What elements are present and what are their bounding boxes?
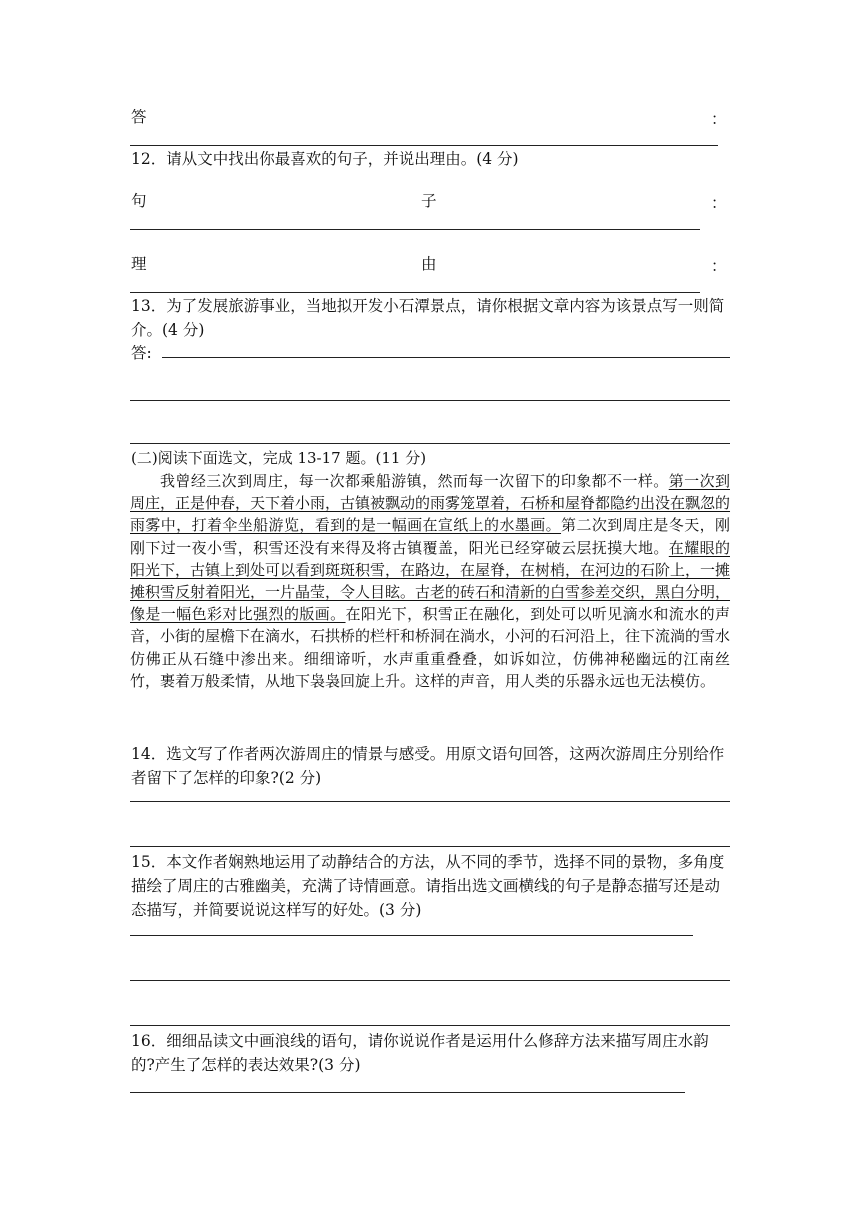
sentence-answer-line[interactable] (130, 229, 700, 230)
underlined-sentence-2: 在耀眼的阳光下，古镇上到处可以看到斑斑积雪，在路边，在屋脊，在树梢，在河边的石阶上，一摊摊积雪反射着阳光，一片晶莹，令人目眩。古老的砖石和清新的白雪参差交织，黑白分明，像是一幅色彩对比强烈的版画。 (130, 538, 731, 624)
q15-answer-line-2[interactable] (130, 980, 730, 981)
sentence-colon: ： (711, 194, 727, 212)
q13-answer-label: 答: (131, 344, 152, 362)
section-heading: (二)阅读下面选文，完成 13-17 题。(11 分) (131, 449, 427, 467)
q13-answer-line-1[interactable] (162, 357, 730, 358)
sentence-label-2: 子 (421, 192, 437, 210)
reason-label-2: 由 (421, 255, 437, 273)
reading-passage (130, 470, 730, 692)
reason-answer-line[interactable] (130, 292, 700, 293)
passage-ending: 这样的声音，用人类的乐器永远也无法模仿。 (415, 671, 716, 690)
answer-line[interactable] (130, 145, 718, 146)
passage-winter: 第二次到周庄是冬天，刚刚下过一夜小雪，积雪还没有来得及将古镇覆盖，阳光已经穿破云层抚摸大地。 (130, 516, 730, 557)
q14-answer-line-2[interactable] (130, 846, 730, 847)
question-16: 16．细细品读文中画浪线的语句，请你说说作者是运用什么修辞方法来描写周庄水韵的?产生了怎样的表达效果?(3 分) (131, 1032, 709, 1074)
question-13: 13．为了发展旅游事业，当地拟开发小石潭景点，请你根据文章内容为该景点写一则简介。(4 分) (131, 297, 725, 339)
reason-colon: ： (711, 257, 727, 275)
answer-colon: ： (711, 110, 727, 128)
question-14: 14．选文写了作者两次游周庄的情景与感受。用原文语句回答，这两次游周庄分别给作者留下了怎样的印象?(2 分) (131, 745, 725, 787)
wavy-sentence: 细细谛听，水声重重叠叠，如诉如泣，仿佛神秘幽远的江南丝竹，裹着万般柔情，从地下袅袅回旋上升。 (130, 649, 730, 690)
answer-label: 答 (131, 108, 147, 126)
q13-answer-line-3[interactable] (130, 443, 730, 444)
passage-melting: 在阳光下，积雪正在融化，到处可以听见滴水和流水的声音，小街的屋檐下在滴水，石拱桥的栏杆和桥洞在淌水，小河的石河沿上，往下流淌的雪水仿佛正从石缝中渗出来。 (130, 605, 731, 668)
sentence-label-1: 句 (131, 192, 147, 210)
q16-answer-line-1[interactable] (130, 1092, 685, 1093)
q15-answer-line-1[interactable] (130, 935, 693, 936)
q15-answer-line-3[interactable] (130, 1025, 730, 1026)
underlined-sentence-1: 第一次到周庄，正是仲春，天下着小雨，古镇被飘动的雨雾笼罩着，石桥和屋脊都隐约出没在飘忽的雨雾中，打着伞坐船游览，看到的是一幅画在宣纸上的水墨画。 (130, 472, 731, 535)
reason-label-1: 理 (131, 255, 147, 273)
passage-intro: 我曾经三次到周庄，每一次都乘船游镇，然而每一次留下的印象都不一样。 (160, 472, 669, 490)
question-15: 15．本文作者娴熟地运用了动静结合的方法，从不同的季节，选择不同的景物，多角度描绘了周庄的古雅幽美，充满了诗情画意。请指出选文画横线的句子是静态描写还是动态描写，并简要说说这样写的好处。(3 分) (131, 853, 725, 919)
question-12: 12．请从文中找出你最喜欢的句子，并说出理由。(4 分) (131, 150, 519, 168)
q14-answer-line-1[interactable] (130, 801, 730, 802)
q13-answer-line-2[interactable] (130, 400, 730, 401)
